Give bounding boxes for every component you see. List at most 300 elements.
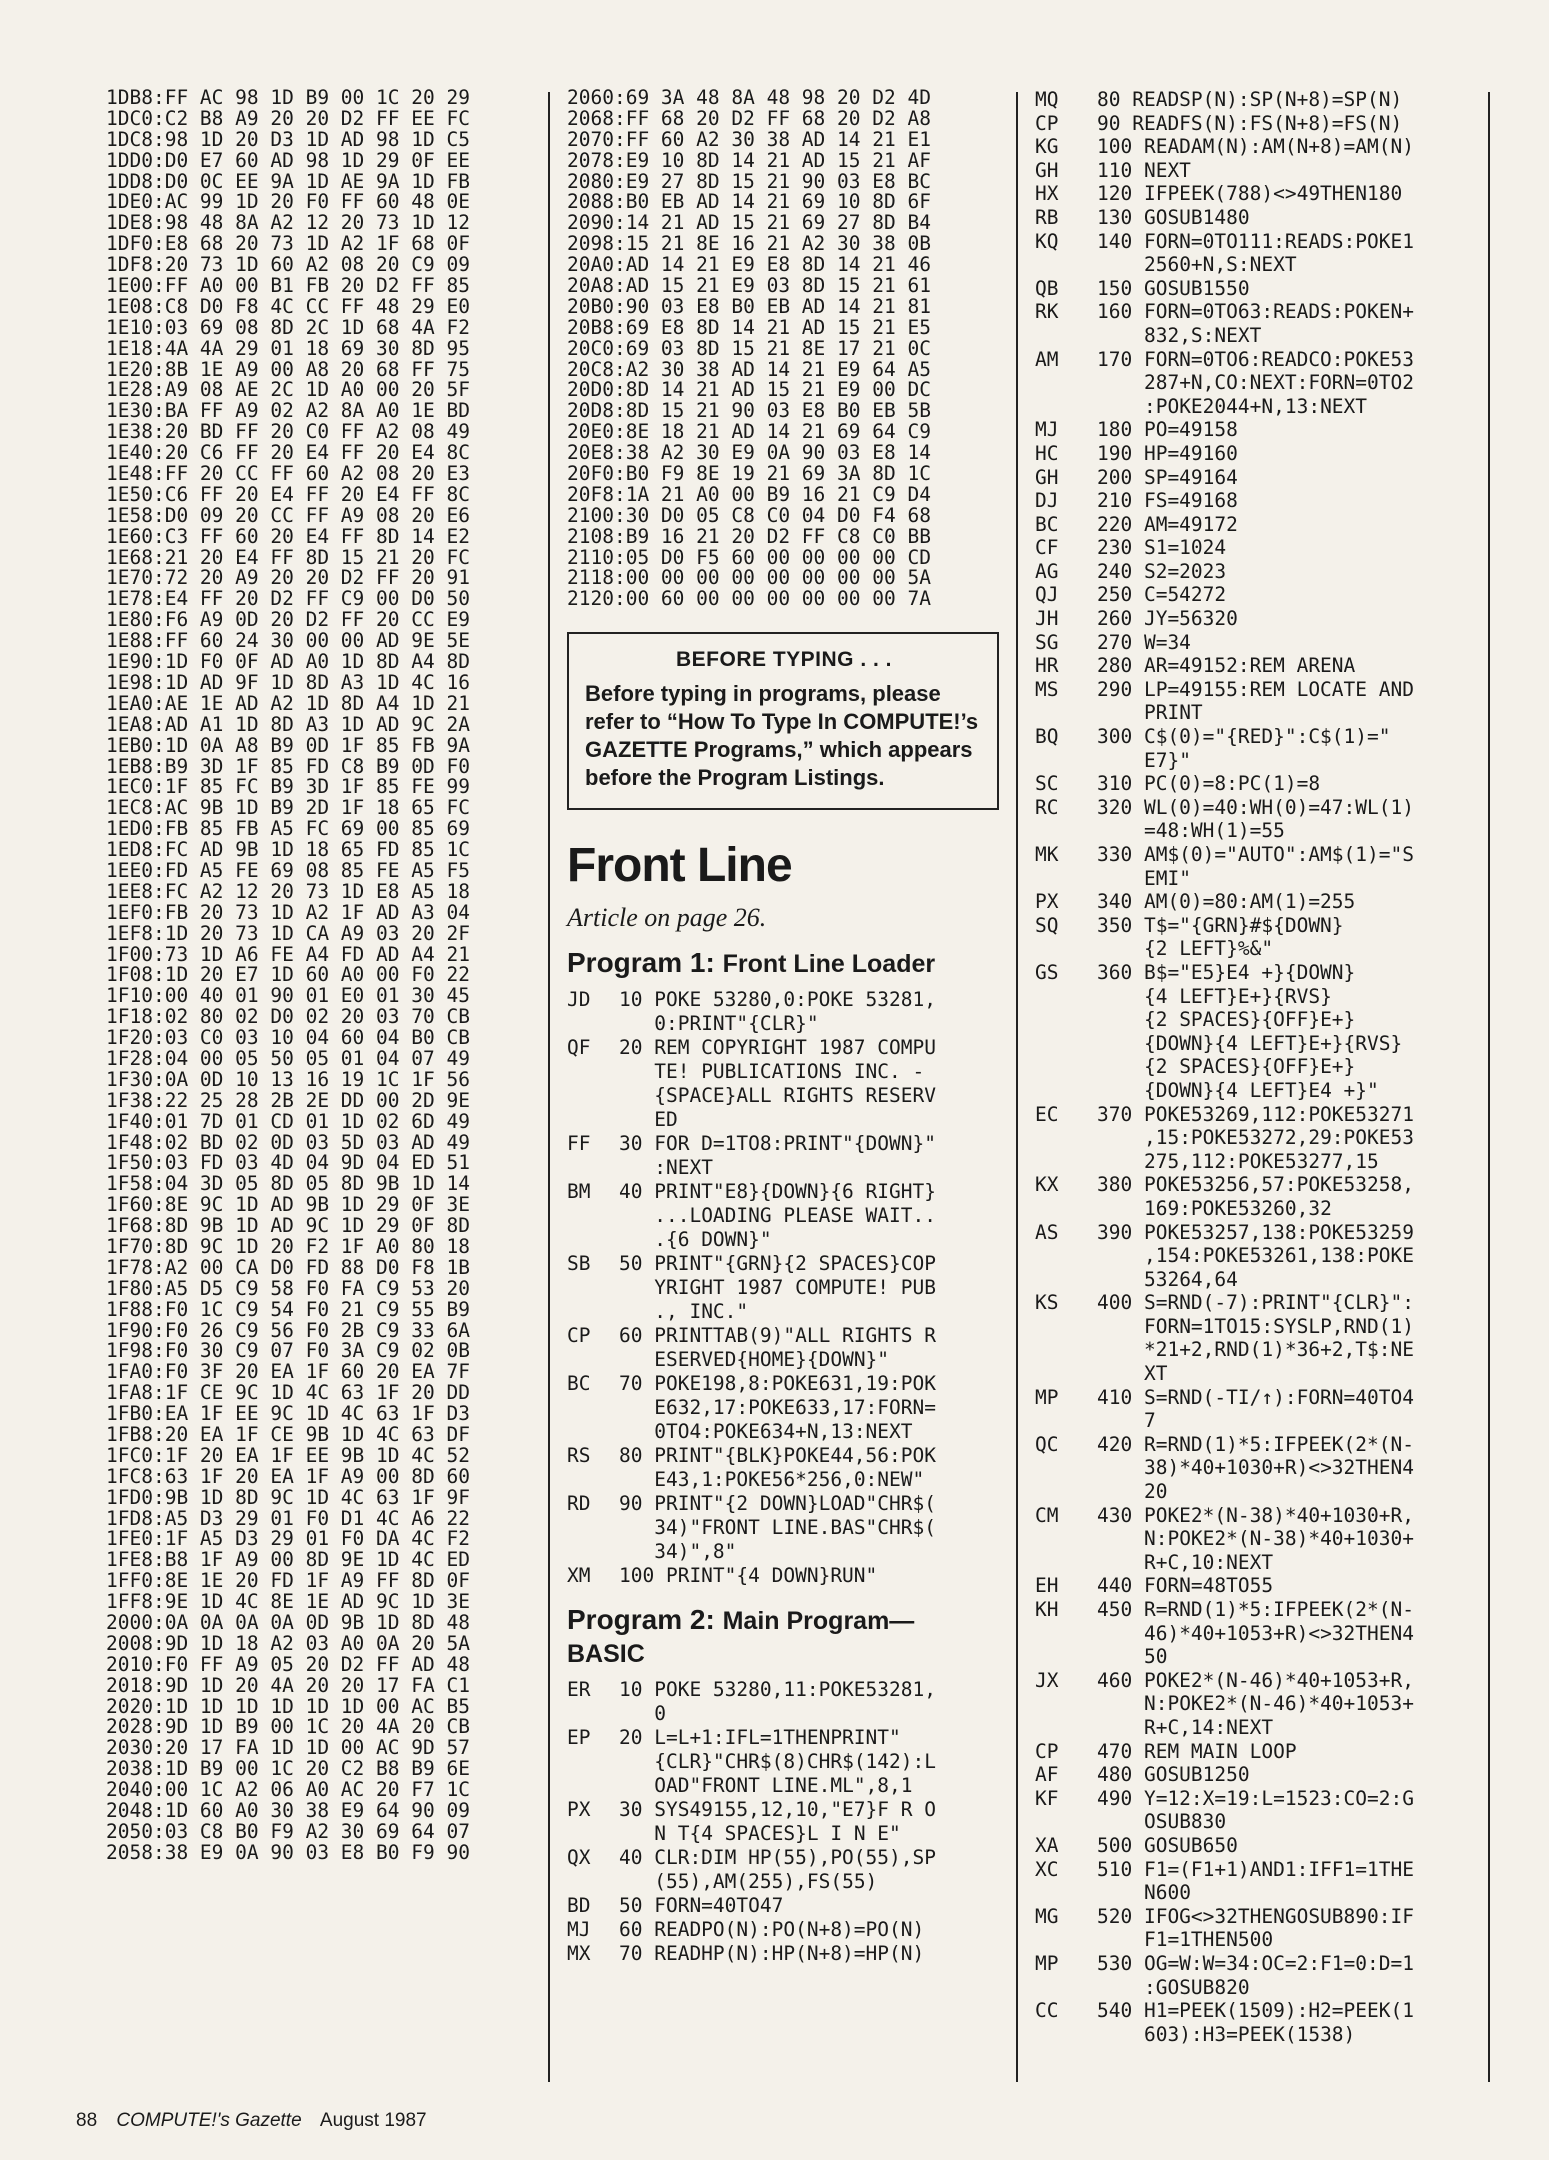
hex-line: 1DF0:E8 68 20 73 1D A2 1F 68 0F <box>106 232 470 256</box>
program-line-text: 530 OG=W:W=34:OC=2:F1=0:D=1 :GOSUB820 <box>1097 1951 1414 1999</box>
hex-line: 1FA8:1F CE 9C 1D 4C 63 1F 20 DD <box>106 1381 470 1405</box>
program-line <box>567 988 1012 1036</box>
checksum-code: CF <box>1035 536 1059 560</box>
program-line <box>567 1372 1012 1444</box>
program-line-text: 110 NEXT <box>1097 158 1191 182</box>
program-line <box>1035 560 1493 584</box>
checksum-code: BD <box>567 1894 591 1918</box>
hex-line: 2000:0A 0A 0A 0A 0D 9B 1D 8D 48 <box>106 1611 470 1635</box>
checksum-code: KX <box>1035 1173 1059 1197</box>
program-line-text: 500 GOSUB650 <box>1097 1833 1238 1857</box>
program-line <box>1035 1291 1493 1385</box>
page-number: 88 <box>76 2110 98 2131</box>
program-line-text: 40 PRINT"E8}{DOWN}{6 RIGHT} ...LOADING PLEASE WAIT.. .{6 DOWN}" <box>619 1180 936 1252</box>
program-line-text: 340 AM(0)=80:AM(1)=255 <box>1097 890 1356 914</box>
program-line <box>1035 536 1493 560</box>
checksum-code: GS <box>1035 960 1059 984</box>
hex-line: 1E48:FF 20 CC FF 60 A2 08 20 E3 <box>106 462 470 486</box>
hex-line: 2030:20 17 FA 1D 1D 00 AC 9D 57 <box>106 1736 470 1760</box>
checksum-code: BC <box>567 1372 591 1396</box>
checksum-code: JD <box>567 988 591 1012</box>
program-line-text: 140 FORN=0TO111:READS:POKE1 2560+N,S:NEXT <box>1097 229 1414 277</box>
program-line <box>1035 442 1493 466</box>
hex-line: 2040:00 1C A2 06 A0 AC 20 F7 1C <box>106 1778 470 1802</box>
program-line-text: 50 PRINT"{GRN}{2 SPACES}COP YRIGHT 1987 COMPUTE! PUB ., INC." <box>619 1252 936 1324</box>
hex-line: 1ED0:FB 85 FB A5 FC 69 00 85 69 <box>106 817 470 841</box>
program-line <box>567 1036 1012 1132</box>
program-line <box>567 1678 1012 1726</box>
program-line <box>567 1726 1012 1798</box>
program-line-text: 20 REM COPYRIGHT 1987 COMPU TE! PUBLICATIONS INC. - {SPACE}ALL RIGHTS RESERV ED <box>619 1036 936 1132</box>
program-line-text: 80 READSP(N):SP(N+8)=SP(N) <box>1097 88 1403 111</box>
hex-line: 20B0:90 03 E8 B0 EB AD 14 21 81 <box>567 294 931 318</box>
hex-line: 1DD8:D0 0C EE 9A 1D AE 9A 1D FB <box>106 169 470 193</box>
hex-line: 1F98:F0 30 C9 07 F0 3A C9 02 0B <box>106 1339 470 1363</box>
hex-line: 20D8:8D 15 21 90 03 E8 B0 EB 5B <box>567 399 931 423</box>
hex-line: 2048:1D 60 A0 30 38 E9 64 90 09 <box>106 1799 470 1823</box>
checksum-code: JH <box>1035 607 1059 631</box>
checksum-code: KG <box>1035 135 1059 159</box>
program-line <box>1035 513 1493 537</box>
program-line <box>1035 1999 1493 2046</box>
program-line-text: 90 READFS(N):FS(N+8)=FS(N) <box>1097 111 1403 135</box>
hex-line: 2038:1D B9 00 1C 20 C2 B8 B9 6E <box>106 1757 470 1781</box>
program-line <box>567 1492 1012 1564</box>
hex-line: 1E38:20 BD FF 20 C0 FF A2 08 49 <box>106 420 470 444</box>
hex-line: 1E40:20 C6 FF 20 E4 FF 20 E4 8C <box>106 441 470 465</box>
program-line <box>1035 88 1493 112</box>
hex-line: 1F80:A5 D5 C9 58 F0 FA C9 53 20 <box>106 1276 470 1300</box>
checksum-code: QC <box>1035 1432 1059 1456</box>
program-line <box>1035 1173 1493 1220</box>
program-line-text: 480 GOSUB1250 <box>1097 1763 1250 1787</box>
checksum-code: KF <box>1035 1786 1059 1810</box>
program-line <box>1035 1834 1493 1858</box>
program-line-text: 370 POKE53269,112:POKE53271 ,15:POKE53272,29:POKE53 275,112:POKE53277,15 <box>1097 1102 1414 1173</box>
checksum-code: CP <box>567 1324 591 1348</box>
program1-listing <box>567 988 1012 1588</box>
hex-line: 2060:69 3A 48 8A 48 98 20 D2 4D <box>567 86 931 109</box>
program1-heading-label: Program 1: <box>567 947 715 979</box>
program-line-text: 430 POKE2*(N-38)*40+1030+R, N:POKE2*(N-38)*40+1030+ R+C,10:NEXT <box>1097 1503 1414 1574</box>
hex-line: 2058:38 E9 0A 90 03 E8 B0 F9 90 <box>106 1840 470 1864</box>
hex-line: 1EC8:AC 9B 1D B9 2D 1F 18 65 FC <box>106 796 470 820</box>
hex-line: 1E70:72 20 A9 20 20 D2 FF 20 91 <box>106 566 470 590</box>
checksum-code: FF <box>567 1132 591 1156</box>
hex-line: 1DC8:98 1D 20 D3 1D AD 98 1D C5 <box>106 127 470 151</box>
hex-line: 2008:9D 1D 18 A2 03 A0 0A 20 5A <box>106 1631 470 1655</box>
hex-line: 1DE0:AC 99 1D 20 F0 FF 60 48 0E <box>106 190 470 214</box>
hex-line: 1FF0:8E 1E 20 FD 1F A9 FF 8D 0F <box>106 1569 470 1593</box>
checksum-code: CC <box>1035 1999 1059 2023</box>
program-line <box>567 1918 1012 1942</box>
program-line-text: 450 R=RND(1)*5:IFPEEK(2*(N- 46)*40+1053+R)<>32THEN4 50 <box>1097 1598 1414 1669</box>
hex-line: 2098:15 21 8E 16 21 A2 30 38 0B <box>567 232 931 256</box>
checksum-code: SQ <box>1035 913 1059 937</box>
hex-line: 2078:E9 10 8D 14 21 AD 15 21 AF <box>567 148 931 172</box>
program-line-text: 280 AR=49152:REM ARENA <box>1097 654 1356 678</box>
before-typing-heading: BEFORE TYPING . . . <box>675 648 893 672</box>
hex-line: 1E20:8B 1E A9 00 A8 20 68 FF 75 <box>106 357 470 381</box>
program-line <box>567 1564 1012 1588</box>
program-line <box>1035 607 1493 631</box>
program-line <box>1035 1740 1493 1764</box>
hex-line: 1E58:D0 09 20 CC FF A9 08 20 E6 <box>106 503 470 527</box>
hex-line: 2010:F0 FF A9 05 20 D2 FF AD 48 <box>106 1652 470 1676</box>
program-line <box>1035 230 1493 277</box>
program-line-text: 260 JY=56320 <box>1097 607 1238 631</box>
hex-line: 1E10:03 69 08 8D 2C 1D 68 4A F2 <box>106 315 470 339</box>
hex-line: 20E0:8E 18 21 AD 14 21 69 64 C9 <box>567 420 931 444</box>
program-line-text: 100 PRINT"{4 DOWN}RUN" <box>619 1564 878 1588</box>
hex-line: 1EC0:1F 85 FC B9 3D 1F 85 FE 99 <box>106 775 470 799</box>
checksum-code: GH <box>1035 465 1059 489</box>
checksum-code: ER <box>567 1678 591 1702</box>
program-line <box>567 1942 1012 1966</box>
program-line <box>1035 843 1493 890</box>
hex-line: 1F50:03 FD 03 4D 04 9D 04 ED 51 <box>106 1151 470 1175</box>
program-line <box>567 1444 1012 1492</box>
hex-line: 2068:FF 68 20 D2 FF 68 20 D2 A8 <box>567 106 931 130</box>
before-typing-body: Before typing in programs, please refer to “How To Type In COMPUTE!’s GAZETTE Programs,” which appears before the Program Listings. <box>585 681 979 791</box>
hex-line: 20B8:69 E8 8D 14 21 AD 15 21 E5 <box>567 315 931 339</box>
hex-line: 20E8:38 A2 30 E9 0A 90 03 E8 14 <box>567 441 931 465</box>
hex-line: 2080:E9 27 8D 15 21 90 03 E8 BC <box>567 169 931 193</box>
program-line-text: 270 W=34 <box>1097 630 1191 654</box>
program-line <box>1035 1574 1493 1598</box>
program-line-text: 380 POKE53256,57:POKE53258, 169:POKE53260,32 <box>1097 1173 1414 1220</box>
checksum-code: MP <box>1035 1385 1059 1409</box>
program-line-text: 170 FORN=0TO6:READCO:POKE53 287+N,CO:NEXT:FORN=0TO2 :POKE2044+N,13:NEXT <box>1097 347 1414 418</box>
hex-line: 1FA0:F0 3F 20 EA 1F 60 20 EA 7F <box>106 1360 470 1384</box>
program-line-text: 520 IFOG<>32THENGOSUB890:IF F1=1THEN500 <box>1097 1904 1414 1952</box>
program2-heading-label: Program 2: <box>567 1604 715 1636</box>
article-reference: Article on page 26. <box>567 903 767 933</box>
program-line-text: 290 LP=49155:REM LOCATE AND PRINT <box>1097 677 1414 725</box>
hex-line: 2020:1D 1D 1D 1D 1D 1D 00 AC B5 <box>106 1694 470 1718</box>
program-line <box>1035 725 1493 772</box>
program-line <box>1035 1763 1493 1787</box>
program-line <box>1035 961 1493 1103</box>
program-line-text: 180 PO=49158 <box>1097 418 1238 442</box>
checksum-code: MK <box>1035 843 1059 866</box>
program-line <box>1035 466 1493 490</box>
hex-line: 1EB0:1D 0A A8 B9 0D 1F 85 FB 9A <box>106 733 470 757</box>
hex-line: 1E08:C8 D0 F8 4C CC FF 48 29 E0 <box>106 294 470 318</box>
checksum-code: XC <box>1035 1857 1059 1881</box>
hex-line: 1FD8:A5 D3 29 01 F0 D1 4C A6 22 <box>106 1506 470 1530</box>
program-line <box>1035 418 1493 442</box>
program-line <box>1035 890 1493 914</box>
hex-line: 20A8:AD 15 21 E9 03 8D 15 21 61 <box>567 274 931 298</box>
hex-line: 1DE8:98 48 8A A2 12 20 73 1D 12 <box>106 211 470 235</box>
hex-line: 1F10:00 40 01 90 01 E0 01 30 45 <box>106 984 470 1008</box>
program-line <box>1035 654 1493 678</box>
checksum-code: AF <box>1035 1763 1059 1787</box>
program-line-text: 250 C=54272 <box>1097 583 1227 607</box>
program-line-text: 60 READPO(N):PO(N+8)=PO(N) <box>619 1918 925 1942</box>
checksum-code: DJ <box>1035 489 1059 513</box>
hex-listing-column-1 <box>106 88 536 1864</box>
program-line-text: 540 H1=PEEK(1509):H2=PEEK(1 603):H3=PEEK(1538) <box>1097 1999 1414 2046</box>
program-line <box>1035 1787 1493 1834</box>
hex-line: 20C8:A2 30 38 AD 14 21 E9 64 A5 <box>567 357 931 381</box>
program-line-text: 100 READAM(N):AM(N+8)=AM(N) <box>1097 135 1414 159</box>
hex-line: 1FF8:9E 1D 4C 8E 1E AD 9C 1D 3E <box>106 1590 470 1614</box>
hex-line: 2070:FF 60 A2 30 38 AD 14 21 E1 <box>567 127 931 151</box>
program-line-text: 220 AM=49172 <box>1097 512 1238 536</box>
program-line-text: 360 B$="E5}E4 +}{DOWN} {4 LEFT}E+}{RVS} {2 SPACES}{OFF}E+} {DOWN}{4 LEFT}E+}{RVS} {2 SPACES}{OFF}E+} {DOWN}{4 LEFT}E4 +}" <box>1097 960 1403 1102</box>
program-line-text: 400 S=RND(-7):PRINT"{CLR}": FORN=1TO15:SYSLP,RND(1) *21+2,RND(1)*36+2,T$:NE XT <box>1097 1291 1414 1386</box>
checksum-code: MJ <box>1035 418 1059 442</box>
hex-line: 1FE0:1F A5 D3 29 01 F0 DA 4C F2 <box>106 1527 470 1551</box>
program2-heading <box>567 1604 1012 1670</box>
program-line-text: 390 POKE53257,138:POKE53259 ,154:POKE53261,138:POKE 53264,64 <box>1097 1220 1414 1291</box>
hex-line: 1F40:01 7D 01 CD 01 1D 02 6D 49 <box>106 1109 470 1133</box>
hex-line: 1E60:C3 FF 60 20 E4 FF 8D 14 E2 <box>106 524 470 548</box>
program-line <box>1035 1386 1493 1433</box>
checksum-code: MQ <box>1035 88 1059 111</box>
checksum-code: BM <box>567 1180 591 1204</box>
hex-line: 1DB8:FF AC 98 1D B9 00 1C 20 29 <box>106 86 470 109</box>
checksum-code: MP <box>1035 1951 1059 1975</box>
hex-line: 1EF0:FB 20 73 1D A2 1F AD A3 04 <box>106 900 470 924</box>
hex-line: 1F38:22 25 28 2B 2E DD 00 2D 9E <box>106 1088 470 1112</box>
checksum-code: AS <box>1035 1220 1059 1244</box>
checksum-code: HX <box>1035 182 1059 206</box>
checksum-code: HC <box>1035 441 1059 465</box>
checksum-code: JX <box>1035 1668 1059 1692</box>
checksum-code: XA <box>1035 1833 1059 1857</box>
hex-line: 1F20:03 C0 03 10 04 60 04 B0 CB <box>106 1026 470 1050</box>
program-line <box>1035 1103 1493 1174</box>
program-line <box>1035 112 1493 136</box>
program2-heading-sub: Main Program— <box>722 1607 915 1636</box>
checksum-code: GH <box>1035 158 1059 182</box>
hex-line: 2028:9D 1D B9 00 1C 20 4A 20 CB <box>106 1715 470 1739</box>
hex-line: 1F88:F0 1C C9 54 F0 21 C9 55 B9 <box>106 1297 470 1321</box>
program-line <box>1035 1504 1493 1575</box>
checksum-code: KH <box>1035 1598 1059 1621</box>
program-line <box>567 1846 1012 1894</box>
program-line-text: 130 GOSUB1480 <box>1097 205 1250 229</box>
program-line-text: 30 FOR D=1TO8:PRINT"{DOWN}" :NEXT <box>619 1132 936 1180</box>
hex-line: 1F30:0A 0D 10 13 16 19 1C 1F 56 <box>106 1067 470 1091</box>
program-line <box>567 1132 1012 1180</box>
checksum-code: CP <box>1035 111 1059 135</box>
program-line-text: 150 GOSUB1550 <box>1097 276 1250 300</box>
hex-line: 1F70:8D 9C 1D 20 F2 1F A0 80 18 <box>106 1234 470 1258</box>
hex-line: 1E28:A9 08 AE 2C 1D A0 00 20 5F <box>106 378 470 402</box>
hex-line: 1FE8:B8 1F A9 00 8D 9E 1D 4C ED <box>106 1548 470 1572</box>
hex-line: 20A0:AD 14 21 E9 E8 8D 14 21 46 <box>567 253 931 277</box>
hex-line: 2108:B9 16 21 20 D2 FF C8 C0 BB <box>567 524 931 548</box>
checksum-code: SB <box>567 1252 591 1276</box>
program-line-text: 330 AM$(0)="AUTO":AM$(1)="S EMI" <box>1097 843 1414 890</box>
hex-line: 1E18:4A 4A 29 01 18 69 30 8D 95 <box>106 336 470 360</box>
checksum-code: BQ <box>1035 725 1059 749</box>
checksum-code: RB <box>1035 205 1059 229</box>
hex-line: 2050:03 C8 B0 F9 A2 30 69 64 07 <box>106 1819 470 1843</box>
hex-line: 1F18:02 80 02 D0 02 20 03 70 CB <box>106 1005 470 1029</box>
checksum-code: QF <box>567 1036 591 1060</box>
magazine-name: COMPUTE!'s Gazette <box>116 2110 302 2131</box>
hex-line: 1F28:04 00 05 50 05 01 04 07 49 <box>106 1046 470 1070</box>
hex-line: 1F90:F0 26 C9 56 F0 2B C9 33 6A <box>106 1318 470 1342</box>
hex-line: 1FB8:20 EA 1F CE 9B 1D 4C 63 DF <box>106 1423 470 1446</box>
hex-line: 1EA0:AE 1E AD A2 1D 8D A4 1D 21 <box>106 691 470 715</box>
program2-continued-column <box>1035 88 1493 2046</box>
before-typing-box <box>567 632 999 810</box>
page-footer <box>76 2110 427 2132</box>
program-line-text: 30 SYS49155,12,10,"E7}F R O N T{4 SPACES}L I N E" <box>619 1798 936 1846</box>
hex-line: 1DC0:C2 B8 A9 20 20 D2 FF EE FC <box>106 106 470 130</box>
checksum-code: BC <box>1035 512 1059 536</box>
program-line <box>1035 1598 1493 1669</box>
program-line <box>1035 182 1493 206</box>
program-line-text: 460 POKE2*(N-46)*40+1053+R, N:POKE2*(N-46)*40+1053+ R+C,14:NEXT <box>1097 1668 1414 1739</box>
checksum-code: MG <box>1035 1904 1059 1928</box>
hex-line: 1E88:FF 60 24 30 00 00 AD 9E 5E <box>106 629 470 653</box>
hex-line: 2120:00 60 00 00 00 00 00 00 7A <box>567 587 931 611</box>
program-line <box>1035 796 1493 843</box>
hex-line: 1EE0:FD A5 FE 69 08 85 FE A5 F5 <box>106 858 470 882</box>
hex-line: 20C0:69 03 8D 15 21 8E 17 21 0C <box>567 336 931 360</box>
checksum-code: QB <box>1035 276 1059 300</box>
column-divider-1 <box>548 92 550 2082</box>
hex-line: 1F68:8D 9B 1D AD 9C 1D 29 0F 8D <box>106 1214 470 1238</box>
program-line-text: 70 READHP(N):HP(N+8)=HP(N) <box>619 1942 925 1966</box>
program-line <box>1035 135 1493 159</box>
checksum-code: PX <box>1035 890 1059 914</box>
program-line-text: 200 SP=49164 <box>1097 465 1238 489</box>
hex-line: 1E68:21 20 E4 FF 8D 15 21 20 FC <box>106 545 470 569</box>
hex-line: 1E80:F6 A9 0D 20 D2 FF 20 CC E9 <box>106 608 470 632</box>
program-line-text: 420 R=RND(1)*5:IFPEEK(2*(N- 38)*40+1030+R)<>32THEN4 20 <box>1097 1432 1414 1504</box>
program-line-text: 160 FORN=0TO63:READS:POKEN+ 832,S:NEXT <box>1097 300 1414 347</box>
hex-line: 1F60:8E 9C 1D AD 9B 1D 29 0F 3E <box>106 1193 470 1217</box>
program-line-text: 10 POKE 53280,11:POKE53281, 0 <box>619 1678 936 1726</box>
program-line <box>1035 348 1493 419</box>
checksum-code: RK <box>1035 300 1059 324</box>
program-line <box>1035 300 1493 347</box>
program-line-text: 80 PRINT"{BLK}POKE44,56:POK E43,1:POKE56*256,0:NEW" <box>619 1444 936 1492</box>
program-line-text: 350 T$="{GRN}#${DOWN} {2 LEFT}%&" <box>1097 913 1344 961</box>
hex-line: 1EB8:B9 3D 1F 85 FD C8 B9 0D F0 <box>106 754 470 778</box>
program2-listing <box>567 1678 1012 1966</box>
hex-line: 1E98:1D AD 9F 1D 8D A3 1D 4C 16 <box>106 670 470 694</box>
program1-heading <box>567 947 1012 980</box>
hex-line: 1EF8:1D 20 73 1D CA A9 03 20 2F <box>106 921 470 945</box>
program-line-text: 440 FORN=48TO55 <box>1097 1574 1274 1598</box>
checksum-code: RS <box>567 1444 591 1468</box>
hex-line: 1EE8:FC A2 12 20 73 1D E8 A5 18 <box>106 879 470 903</box>
hex-line: 1F00:73 1D A6 FE A4 FD AD A4 21 <box>106 942 470 966</box>
program-line-text: 300 C$(0)="{RED}":C$(1)=" E7}" <box>1097 725 1391 772</box>
hex-line: 1E90:1D F0 0F AD A0 1D 8D A4 8D <box>106 650 470 674</box>
checksum-code: RC <box>1035 795 1059 819</box>
checksum-code: CM <box>1035 1503 1059 1527</box>
program-line <box>1035 631 1493 655</box>
hex-line: 1F58:04 3D 05 8D 05 8D 9B 1D 14 <box>106 1172 470 1196</box>
program-line-text: 310 PC(0)=8:PC(1)=8 <box>1097 772 1321 796</box>
checksum-code: PX <box>567 1798 591 1822</box>
checksum-code: MS <box>1035 677 1059 701</box>
program-line-text: 20 L=L+1:IFL=1THENPRINT" {CLR}"CHR$(8)CHR$(142):L OAD"FRONT LINE.ML",8,1 <box>619 1726 936 1798</box>
hex-line: 1E78:E4 FF 20 D2 FF C9 00 D0 50 <box>106 587 470 611</box>
hex-line: 1E30:BA FF A9 02 A2 8A A0 1E BD <box>106 399 470 423</box>
program-line-text: 60 PRINTTAB(9)"ALL RIGHTS R ESERVED{HOME}{DOWN}" <box>619 1324 936 1372</box>
program-line <box>1035 1221 1493 1292</box>
program-line <box>567 1324 1012 1372</box>
checksum-code: AM <box>1035 347 1059 371</box>
checksum-code: EH <box>1035 1574 1059 1598</box>
hex-line: 1FD0:9B 1D 8D 9C 1D 4C 63 1F 9F <box>106 1485 470 1509</box>
program-line-text: 70 POKE198,8:POKE631,19:POK E632,17:POKE633,17:FORN= 0TO4:POKE634+N,13:NEXT <box>619 1372 936 1444</box>
hex-line: 1EA8:AD A1 1D 8D A3 1D AD 9C 2A <box>106 712 470 736</box>
column-divider-2 <box>1016 92 1018 2082</box>
program-line-text: 470 REM MAIN LOOP <box>1097 1739 1297 1763</box>
hex-line: 1FC0:1F 20 EA 1F EE 9B 1D 4C 52 <box>106 1443 470 1467</box>
hex-line: 2018:9D 1D 20 4A 20 20 17 FA C1 <box>106 1673 470 1697</box>
hex-line: 1DD0:D0 E7 60 AD 98 1D 29 0F EE <box>106 148 470 172</box>
program-line <box>567 1180 1012 1252</box>
program-line <box>1035 277 1493 301</box>
program-line <box>567 1894 1012 1918</box>
program-line-text: 190 HP=49160 <box>1097 441 1238 465</box>
program-line <box>1035 159 1493 183</box>
hex-line: 2090:14 21 AD 15 21 69 27 8D B4 <box>567 211 931 235</box>
hex-line: 2118:00 00 00 00 00 00 00 00 5A <box>567 566 931 590</box>
checksum-code: QJ <box>1035 583 1059 607</box>
program-line-text: 90 PRINT"{2 DOWN}LOAD"CHR$( 34)"FRONT LINE.BAS"CHR$( 34)",8" <box>619 1492 936 1564</box>
checksum-code: SC <box>1035 772 1059 796</box>
article-title: Front Line <box>567 839 792 893</box>
checksum-code: HR <box>1035 654 1059 678</box>
hex-listing-column-2 <box>567 88 1012 610</box>
checksum-code: EC <box>1035 1102 1059 1126</box>
program-line-text: 210 FS=49168 <box>1097 489 1238 513</box>
hex-line: 1E00:FF A0 00 B1 FB 20 D2 FF 85 <box>106 274 470 298</box>
hex-line: 1ED8:FC AD 9B 1D 18 65 FD 85 1C <box>106 838 470 862</box>
program-line-text: 510 F1=(F1+1)AND1:IFF1=1THE N600 <box>1097 1857 1414 1905</box>
program-line <box>1035 1669 1493 1740</box>
program-line <box>1035 772 1493 796</box>
hex-line: 1DF8:20 73 1D 60 A2 08 20 C9 09 <box>106 253 470 277</box>
program-line <box>1035 914 1493 961</box>
hex-line: 1E50:C6 FF 20 E4 FF 20 E4 FF 8C <box>106 482 470 506</box>
program-line-text: 240 S2=2023 <box>1097 559 1227 583</box>
program-line <box>1035 1858 1493 1905</box>
program-line-text: 410 S=RND(-TI/↑):FORN=40TO4 7 <box>1097 1385 1414 1433</box>
hex-line: 2088:B0 EB AD 14 21 69 10 8D 6F <box>567 190 931 214</box>
checksum-code: XM <box>567 1564 591 1588</box>
program-line <box>1035 583 1493 607</box>
hex-line: 1F08:1D 20 E7 1D 60 A0 00 F0 22 <box>106 963 470 987</box>
program-line-text: 320 WL(0)=40:WH(0)=47:WL(1) =48:WH(1)=55 <box>1097 795 1414 843</box>
checksum-code: SG <box>1035 630 1059 654</box>
checksum-code: MX <box>567 1942 591 1966</box>
hex-line: 1FB0:EA 1F EE 9C 1D 4C 63 1F D3 <box>106 1402 470 1426</box>
program-line-text: 230 S1=1024 <box>1097 536 1227 560</box>
checksum-code: KQ <box>1035 229 1059 253</box>
program-line <box>1035 678 1493 725</box>
program-line-text: 490 Y=12:X=19:L=1523:CO=2:G OSUB830 <box>1097 1786 1414 1834</box>
issue-date: August 1987 <box>319 2110 427 2131</box>
middle-column <box>567 88 1012 1966</box>
program-line <box>1035 206 1493 230</box>
hex-line: 20F0:B0 F9 8E 19 21 69 3A 8D 1C <box>567 462 931 486</box>
